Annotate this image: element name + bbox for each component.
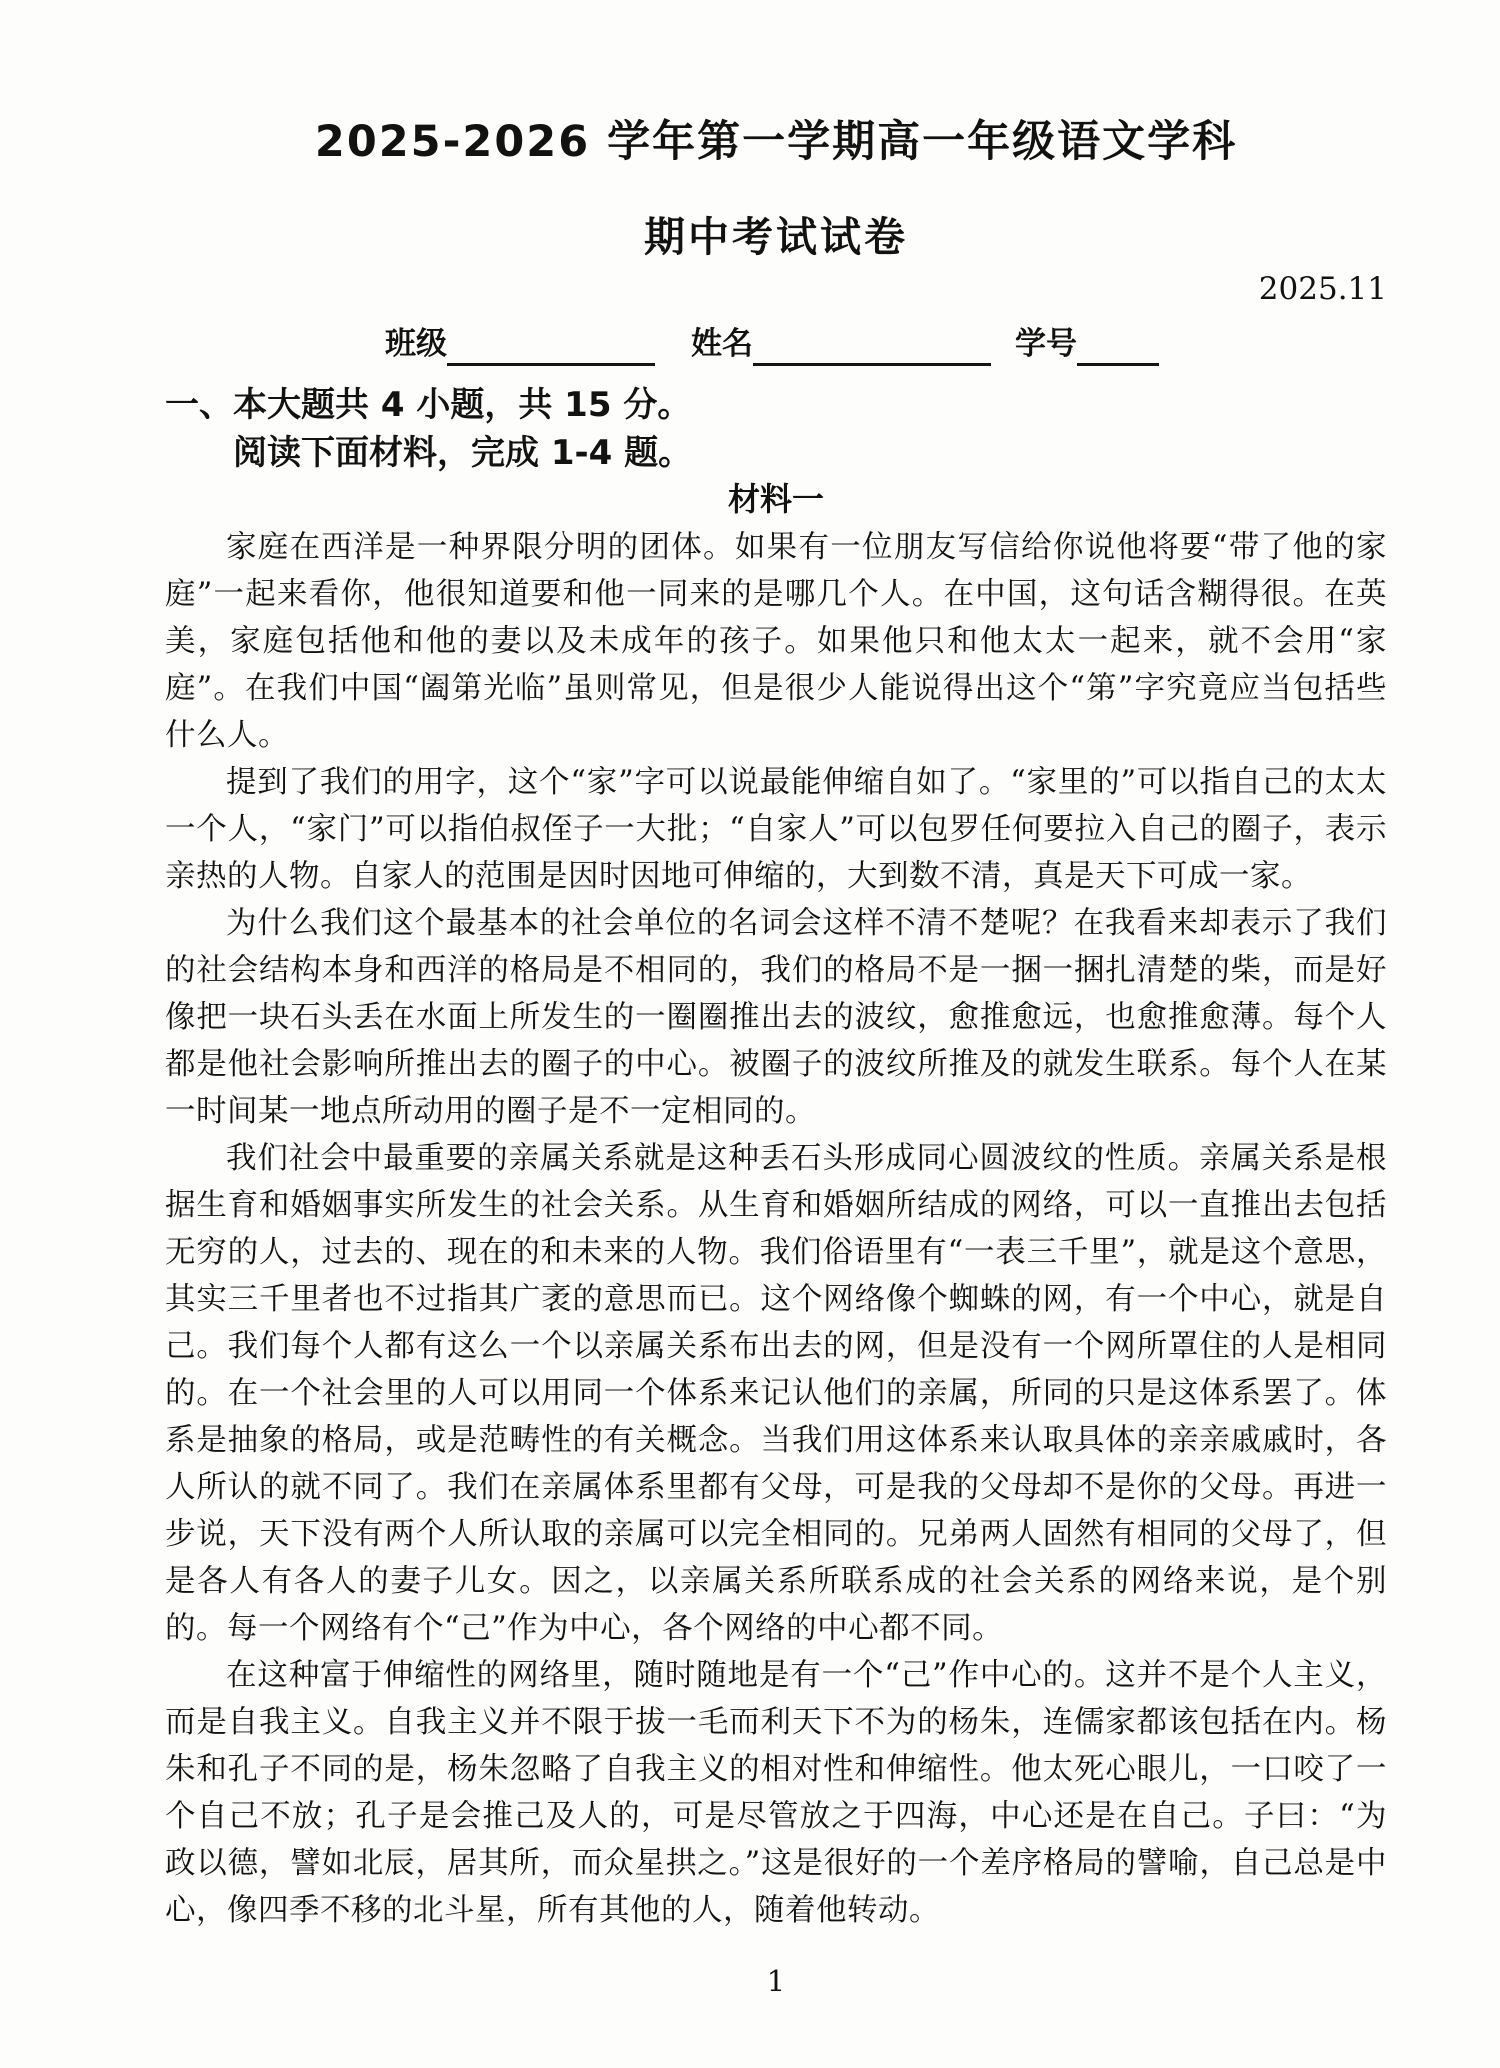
material-paragraph: 我们社会中最重要的亲属关系就是这种丢石头形成同心圆波纹的性质。亲属关系是根据生育和婚姻事实所发生的社会关系。从生育和婚姻所结成的网络，可以一直推出去包括无穷的人，过去的、现在的和未来的人物。我们俗语里有“一表三千里”，就是这个意思，其实三千里者也不过指其广袤的意思而已。这个网络像个蜘蛛的网，有一个中心，就是自己。我们每个人都有这么一个以亲属关系布出去的网，但是没有一个网所罩住的人是相同的。在一个社会里的人可以用同一个体系来记认他们的亲属，所同的只是这体系罢了。体系是抽象的格局，或是范畴性的有关概念。当我们用这体系来认取具体的亲亲戚戚时，各人所认的就不同了。我们在亲属体系里都有父母，可是我的父母却不是你的父母。再进一步说，天下没有两个人所认取的亲属可以完全相同的。兄弟两人固然有相同的父母了，但是各人有各人的妻子儿女。因之，以亲属关系所联系成的社会关系的网络来说，是个别的。每一个网络有个“己”作为中心，各个网络的中心都不同。 xyxy=(165,1141,1387,1646)
section-heading: 一、本大题共 4 小题，共 15 分。 xyxy=(165,385,692,425)
material-title: 材料一 xyxy=(727,480,824,518)
name-label: 姓名 xyxy=(691,326,753,362)
page-number: 1 xyxy=(766,1964,786,1998)
material-paragraph: 在这种富于伸缩性的网络里，随时随地是有一个“己”作中心的。这并不是个人主义，而是自我主义。自我主义并不限于拔一毛而利天下不为的杨朱，连儒家都该包括在内。杨朱和孔子不同的是，杨朱忽略了自我主义的相对性和伸缩性。他太死心眼儿，一口咬了一个自己不放；孔子是会推己及人的，可是尽管放之于四海，中心还是在自己。子曰：“为政以德，譬如北辰，居其所，而众星拱之。”这是很好的一个差序格局的譬喻，自己总是中心，像四季不移的北斗星，所有其他的人，随着他转动。 xyxy=(165,1658,1387,1928)
name-blank xyxy=(753,329,991,366)
reading-instruction: 阅读下面材料，完成 1-4 题。 xyxy=(233,433,693,473)
material-paragraph: 提到了我们的用字，这个“家”字可以说最能伸缩自如了。“家里的”可以指自己的太太一个人，“家门”可以指伯叔侄子一大批；“自家人”可以包罗任何要拉入自己的圈子，表示亲热的人物。自家人的范围是因时因地可伸缩的，大到数不清，真是天下可成一家。 xyxy=(165,765,1387,894)
page-content xyxy=(165,0,1387,1934)
material-paragraph: 为什么我们这个最基本的社会单位的名词会这样不清不楚呢？在我看来却表示了我们的社会结构本身和西洋的格局是不相同的，我们的格局不是一捆一捆扎清楚的柴，而是好像把一块石头丢在水面上所发生的一圈圈推出去的波纹，愈推愈远，也愈推愈薄。每个人都是他社会影响所推出去的圈子的中心。被圈子的波纹所推及的就发生联系。每个人在某一时间某一地点所动用的圈子是不一定相同的。 xyxy=(165,906,1387,1129)
class-blank xyxy=(447,329,655,366)
exam-title-line2: 期中考试试卷 xyxy=(644,213,908,261)
material-paragraph: 家庭在西洋是一种界限分明的团体。如果有一位朋友写信给你说他将要“带了他的家庭”一起来看你，他很知道要和他一同来的是哪几个人。在中国，这句话含糊得很。在英美，家庭包括他和他的妻以及未成年的孩子。如果他只和他太太一起来，就不会用“家庭”。在我们中国“阖第光临”虽则常见，但是很少人能说得出这个“第”字究竟应当包括些什么人。 xyxy=(165,530,1387,753)
student-id-label: 学号 xyxy=(1015,326,1077,362)
exam-title-line1: 2025-2026 学年第一学期高一年级语文学科 xyxy=(314,117,1238,167)
material-body xyxy=(165,524,1387,1934)
class-label: 班级 xyxy=(385,326,447,362)
exam-date: 2025.11 xyxy=(1258,271,1387,307)
student-info-line xyxy=(165,322,1387,366)
student-id-blank xyxy=(1077,329,1159,366)
